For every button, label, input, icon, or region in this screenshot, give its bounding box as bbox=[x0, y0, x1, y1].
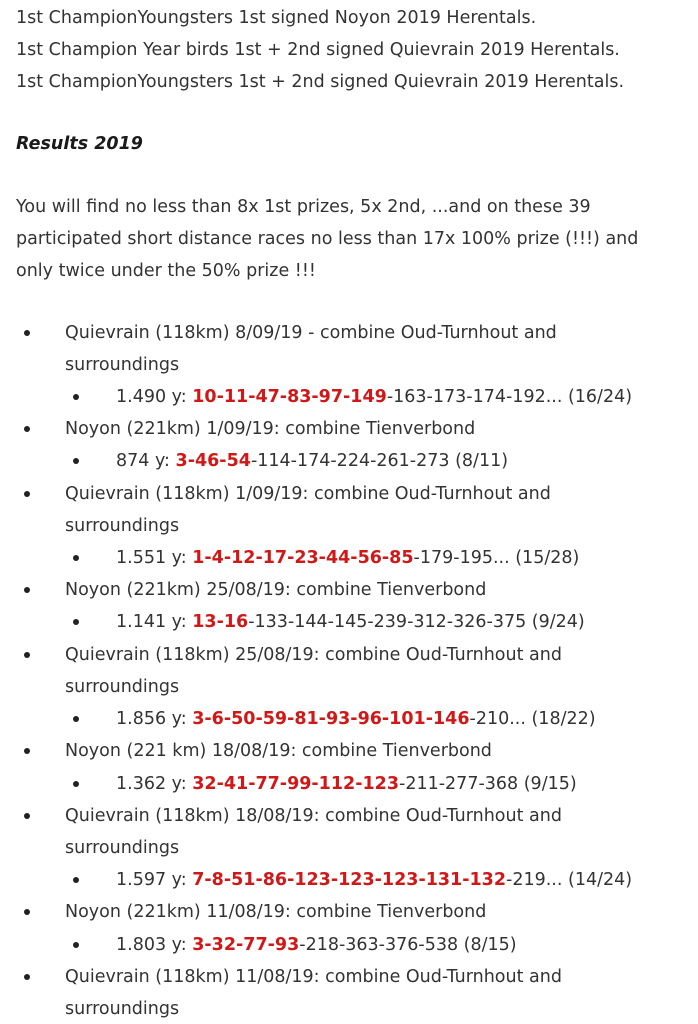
race-result bbox=[116, 547, 579, 569]
result-highlight: 3-32-77-93 bbox=[192, 935, 300, 955]
race-result bbox=[116, 869, 632, 891]
result-highlight: 3-6-50-59-81-93-96-101-146 bbox=[192, 709, 470, 729]
intro-line: 1st ChampionYoungsters 1st signed Noyon 2019 Herentals. bbox=[16, 8, 537, 28]
result-rest: -114-174-224-261-273 (8/11) bbox=[250, 451, 509, 471]
bullet-icon bbox=[24, 491, 30, 497]
race-title: Noyon (221km) 11/08/19: combine Tienverbond bbox=[65, 902, 487, 922]
bullet-icon bbox=[73, 877, 79, 883]
result-rest: -133-144-145-239-312-326-375 (9/24) bbox=[248, 612, 585, 632]
result-rest: -211-277-368 (9/15) bbox=[399, 774, 577, 794]
race-title: Quievrain (118km) 1/09/19: combine Oud-Turnhout and bbox=[65, 484, 551, 504]
race-title: Noyon (221km) 25/08/19: combine Tienverbond bbox=[65, 580, 487, 600]
bullet-icon bbox=[24, 426, 30, 432]
bullet-icon bbox=[73, 716, 79, 722]
result-prefix: 1.551 y: bbox=[116, 548, 193, 568]
race-title: Quievrain (118km) 18/08/19: combine Oud-Turnhout and bbox=[65, 806, 562, 826]
race-title: Noyon (221 km) 18/08/19: combine Tienverbond bbox=[65, 741, 492, 761]
result-prefix: 874 y: bbox=[116, 451, 176, 471]
result-prefix: 1.362 y: bbox=[116, 774, 193, 794]
summary-line: only twice under the 50% prize !!! bbox=[16, 261, 316, 281]
bullet-icon bbox=[73, 942, 79, 948]
summary-line: You will find no less than 8x 1st prizes, 5x 2nd, ...and on these 39 bbox=[16, 197, 591, 217]
race-title: surroundings bbox=[65, 355, 180, 375]
result-rest: -219... (14/24) bbox=[506, 870, 633, 890]
bullet-icon bbox=[24, 330, 30, 336]
race-result bbox=[116, 386, 632, 408]
bullet-icon bbox=[73, 781, 79, 787]
bullet-icon bbox=[73, 555, 79, 561]
bullet-icon bbox=[24, 909, 30, 915]
result-prefix: 1.597 y: bbox=[116, 870, 193, 890]
race-title: surroundings bbox=[65, 677, 180, 697]
result-prefix: 1.490 y: bbox=[116, 387, 193, 407]
result-prefix: 1.141 y: bbox=[116, 612, 193, 632]
race-result bbox=[116, 611, 585, 633]
result-rest: -163-173-174-192... (16/24) bbox=[386, 387, 633, 407]
summary-line: participated short distance races no less than 17x 100% prize (!!!) and bbox=[16, 229, 639, 249]
result-prefix: 1.856 y: bbox=[116, 709, 193, 729]
race-title: Quievrain (118km) 25/08/19: combine Oud-Turnhout and bbox=[65, 645, 562, 665]
race-title: Quievrain (118km) 8/09/19 - combine Oud-Turnhout and bbox=[65, 323, 557, 343]
result-rest: -218-363-376-538 (8/15) bbox=[299, 935, 517, 955]
result-highlight: 10-11-47-83-97-149 bbox=[192, 387, 387, 407]
result-prefix: 1.803 y: bbox=[116, 935, 193, 955]
results-heading: Results 2019 bbox=[16, 134, 143, 154]
race-title: surroundings bbox=[65, 838, 180, 858]
result-highlight: 13-16 bbox=[192, 612, 249, 632]
result-highlight: 1-4-12-17-23-44-56-85 bbox=[192, 548, 414, 568]
result-highlight: 3-46-54 bbox=[175, 451, 251, 471]
race-title: surroundings bbox=[65, 516, 180, 536]
bullet-icon bbox=[73, 394, 79, 400]
bullet-icon bbox=[24, 813, 30, 819]
race-result bbox=[116, 450, 508, 472]
result-rest: -179-195... (15/28) bbox=[413, 548, 580, 568]
result-highlight: 32-41-77-99-112-123 bbox=[192, 774, 400, 794]
result-highlight: 7-8-51-86-123-123-123-131-132 bbox=[192, 870, 507, 890]
race-title: Noyon (221km) 1/09/19: combine Tienverbond bbox=[65, 419, 476, 439]
race-result bbox=[116, 708, 596, 730]
bullet-icon bbox=[24, 748, 30, 754]
bullet-icon bbox=[24, 652, 30, 658]
bullet-icon bbox=[24, 974, 30, 980]
race-title: surroundings bbox=[65, 999, 180, 1019]
bullet-icon bbox=[73, 458, 79, 464]
result-rest: -210... (18/22) bbox=[469, 709, 596, 729]
bullet-icon bbox=[24, 587, 30, 593]
race-title: Quievrain (118km) 11/08/19: combine Oud-Turnhout and bbox=[65, 967, 562, 987]
race-result bbox=[116, 773, 577, 795]
race-result bbox=[116, 934, 517, 956]
intro-line: 1st Champion Year birds 1st + 2nd signed Quievrain 2019 Herentals. bbox=[16, 40, 620, 60]
bullet-icon bbox=[73, 619, 79, 625]
intro-line: 1st ChampionYoungsters 1st + 2nd signed Quievrain 2019 Herentals. bbox=[16, 72, 625, 92]
